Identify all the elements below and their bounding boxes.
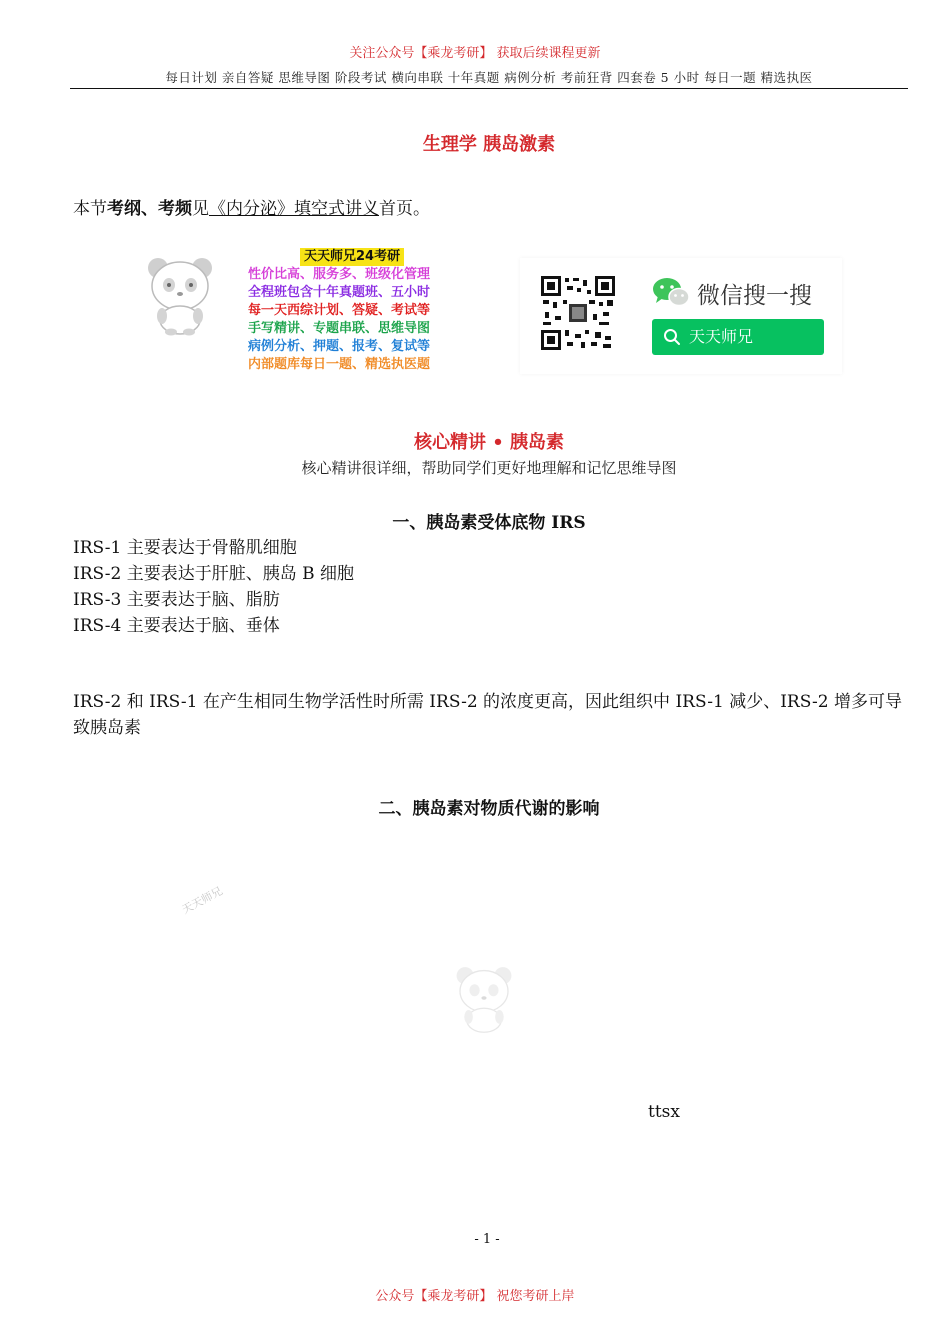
section-heading-irs: 一、胰岛素受体底物 IRS — [392, 513, 586, 533]
intro-paragraph — [73, 194, 430, 219]
core-subtitle: 核心精讲很详细，帮助同学们更好地理解和记忆思维导图 — [301, 459, 677, 477]
wechat-search-button[interactable] — [652, 319, 824, 355]
watermark-text: 天天师兄 — [179, 884, 225, 917]
qr-code-icon — [541, 276, 615, 350]
intro-bold: 考纲、考频 — [107, 199, 192, 219]
search-icon — [663, 328, 681, 346]
wechat-search-button-label: 天天师兄 — [689, 327, 754, 346]
page-title: 生理学 胰岛激素 — [422, 134, 556, 155]
panda-watermark-icon — [448, 962, 520, 1034]
promo-line: 每一天西综计划、答疑、考试等 — [248, 303, 431, 318]
header-divider — [70, 88, 908, 89]
wechat-logo-icon — [652, 276, 690, 308]
ttsx-text: ttsx — [648, 1102, 680, 1122]
core-heading: 核心精讲 • 胰岛素 — [413, 432, 565, 453]
promo-line: 内部题库每日一题、精选执医题 — [248, 357, 431, 372]
irs-item: IRS-3 主要表达于脑、脂肪 — [73, 590, 280, 610]
intro-prefix: 本节 — [73, 199, 107, 219]
promo-line: 手写精讲、专题串联、思维导图 — [248, 321, 431, 336]
irs-paragraph: IRS-2 和 IRS-1 在产生相同生物学活性时所需 IRS-2 的浓度更高，因此组织中 IRS-1 减少、IRS-2 增多可导致胰岛素 — [73, 692, 902, 738]
footer-promo: 公众号【乘龙考研】 祝您考研上岸 — [375, 1289, 575, 1304]
header-features: 每日计划 亲自答疑 思维导图 阶段考试 横向串联 十年真题 病例分析 考前狂背 四套卷 5 小时 每日一题 精选执医 — [165, 70, 813, 85]
intro-mid: 见 — [192, 199, 209, 219]
page-number: - 1 - — [474, 1232, 500, 1247]
promo-tag: 天天师兄24考研 — [300, 248, 404, 266]
promo-line: 全程班包含十年真题班、五小时 — [248, 285, 431, 300]
irs-item: IRS-2 主要表达于肝脏、胰岛 B 细胞 — [73, 564, 355, 584]
promo-line: 病例分析、押题、报考、复试等 — [248, 339, 431, 354]
intro-suffix: 首页。 — [379, 199, 430, 219]
irs-item: IRS-4 主要表达于脑、垂体 — [73, 616, 280, 636]
intro-link[interactable]: 《内分泌》填空式讲义 — [209, 199, 379, 219]
irs-item: IRS-1 主要表达于骨骼肌细胞 — [73, 538, 297, 558]
promo-line: 性价比高、服务多、班级化管理 — [248, 267, 431, 282]
panda-mascot-icon — [138, 252, 222, 336]
section-heading-metabolism: 二、胰岛素对物质代谢的影响 — [378, 799, 600, 819]
header-promo: 关注公众号【乘龙考研】 获取后续课程更新 — [349, 46, 601, 61]
promo-block — [248, 248, 478, 374]
wechat-search-label: 微信搜一搜 — [697, 283, 812, 309]
